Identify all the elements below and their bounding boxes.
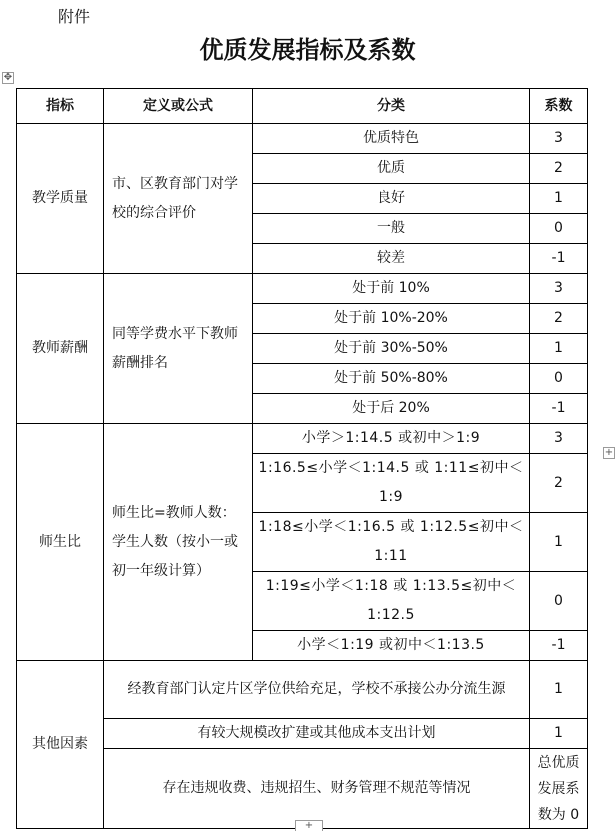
category-cell: 较差: [253, 244, 530, 274]
category-cell: 处于前 10%-20%: [253, 304, 530, 334]
table-row: [17, 424, 588, 454]
category-cell: 处于前 10%: [253, 274, 530, 304]
coefficient-cell: 0: [530, 364, 588, 394]
attachment-label: 附件: [58, 7, 91, 26]
table-row: [17, 124, 588, 154]
category-cell: 1:19≤小学＜1:18 或 1:13.5≤初中＜1:12.5: [253, 572, 530, 631]
indicator-cell: 教师薪酬: [17, 274, 104, 424]
category-cell: 优质特色: [253, 124, 530, 154]
coefficient-cell: 3: [530, 274, 588, 304]
coefficient-cell: 总优质发展系数为 0: [530, 749, 588, 829]
coefficient-cell: 3: [530, 124, 588, 154]
category-cell: 有较大规模改扩建或其他成本支出计划: [104, 719, 530, 749]
add-column-handle-icon[interactable]: +: [604, 447, 614, 458]
coefficient-cell: -1: [530, 244, 588, 274]
coefficient-cell: 0: [530, 572, 588, 631]
category-cell: 1:16.5≤小学＜1:14.5 或 1:11≤初中＜1:9: [253, 454, 530, 513]
category-cell: 一般: [253, 214, 530, 244]
indicator-cell: 师生比: [17, 424, 104, 661]
coefficient-cell: 1: [530, 334, 588, 364]
table-row: [17, 661, 588, 719]
category-cell: 处于后 20%: [253, 394, 530, 424]
category-cell: 处于前 30%-50%: [253, 334, 530, 364]
category-cell: 小学＞1:14.5 或初中＞1:9: [253, 424, 530, 454]
definition-cell: 同等学费水平下教师薪酬排名: [104, 274, 253, 424]
header-indicator: 指标: [17, 89, 104, 124]
table-header-row: [17, 89, 588, 124]
coefficient-cell: 1: [530, 719, 588, 749]
indicator-table: [16, 88, 588, 829]
coefficient-cell: 0: [530, 214, 588, 244]
category-cell: 小学＜1:19 或初中＜1:13.5: [253, 631, 530, 661]
category-cell: 存在违规收费、违规招生、财务管理不规范等情况: [104, 749, 530, 829]
coefficient-cell: -1: [530, 394, 588, 424]
coefficient-cell: 1: [530, 661, 588, 719]
coefficient-cell: 2: [530, 454, 588, 513]
category-cell: 处于前 50%-80%: [253, 364, 530, 394]
indicator-cell: 教学质量: [17, 124, 104, 274]
coefficient-cell: 2: [530, 154, 588, 184]
indicator-cell: 其他因素: [17, 661, 104, 829]
add-row-handle-icon[interactable]: +: [295, 820, 323, 831]
header-coefficient: 系数: [530, 89, 588, 124]
category-cell: 优质: [253, 154, 530, 184]
coefficient-cell: 3: [530, 424, 588, 454]
header-definition: 定义或公式: [104, 89, 253, 124]
page-title: 优质发展指标及系数: [199, 35, 416, 64]
definition-cell: 市、区教育部门对学校的综合评价: [104, 124, 253, 274]
category-cell: 良好: [253, 184, 530, 214]
header-category: 分类: [253, 89, 530, 124]
definition-cell: 师生比=教师人数：学生人数（按小一或初一年级计算）: [104, 424, 253, 661]
coefficient-cell: 1: [530, 184, 588, 214]
coefficient-cell: 1: [530, 513, 588, 572]
table-move-handle-icon[interactable]: ✥: [3, 72, 13, 83]
category-cell: 1:18≤小学＜1:16.5 或 1:12.5≤初中＜1:11: [253, 513, 530, 572]
coefficient-cell: 2: [530, 304, 588, 334]
coefficient-cell: -1: [530, 631, 588, 661]
table-row: [17, 274, 588, 304]
category-cell: 经教育部门认定片区学位供给充足，学校不承接公办分流生源: [104, 661, 530, 719]
